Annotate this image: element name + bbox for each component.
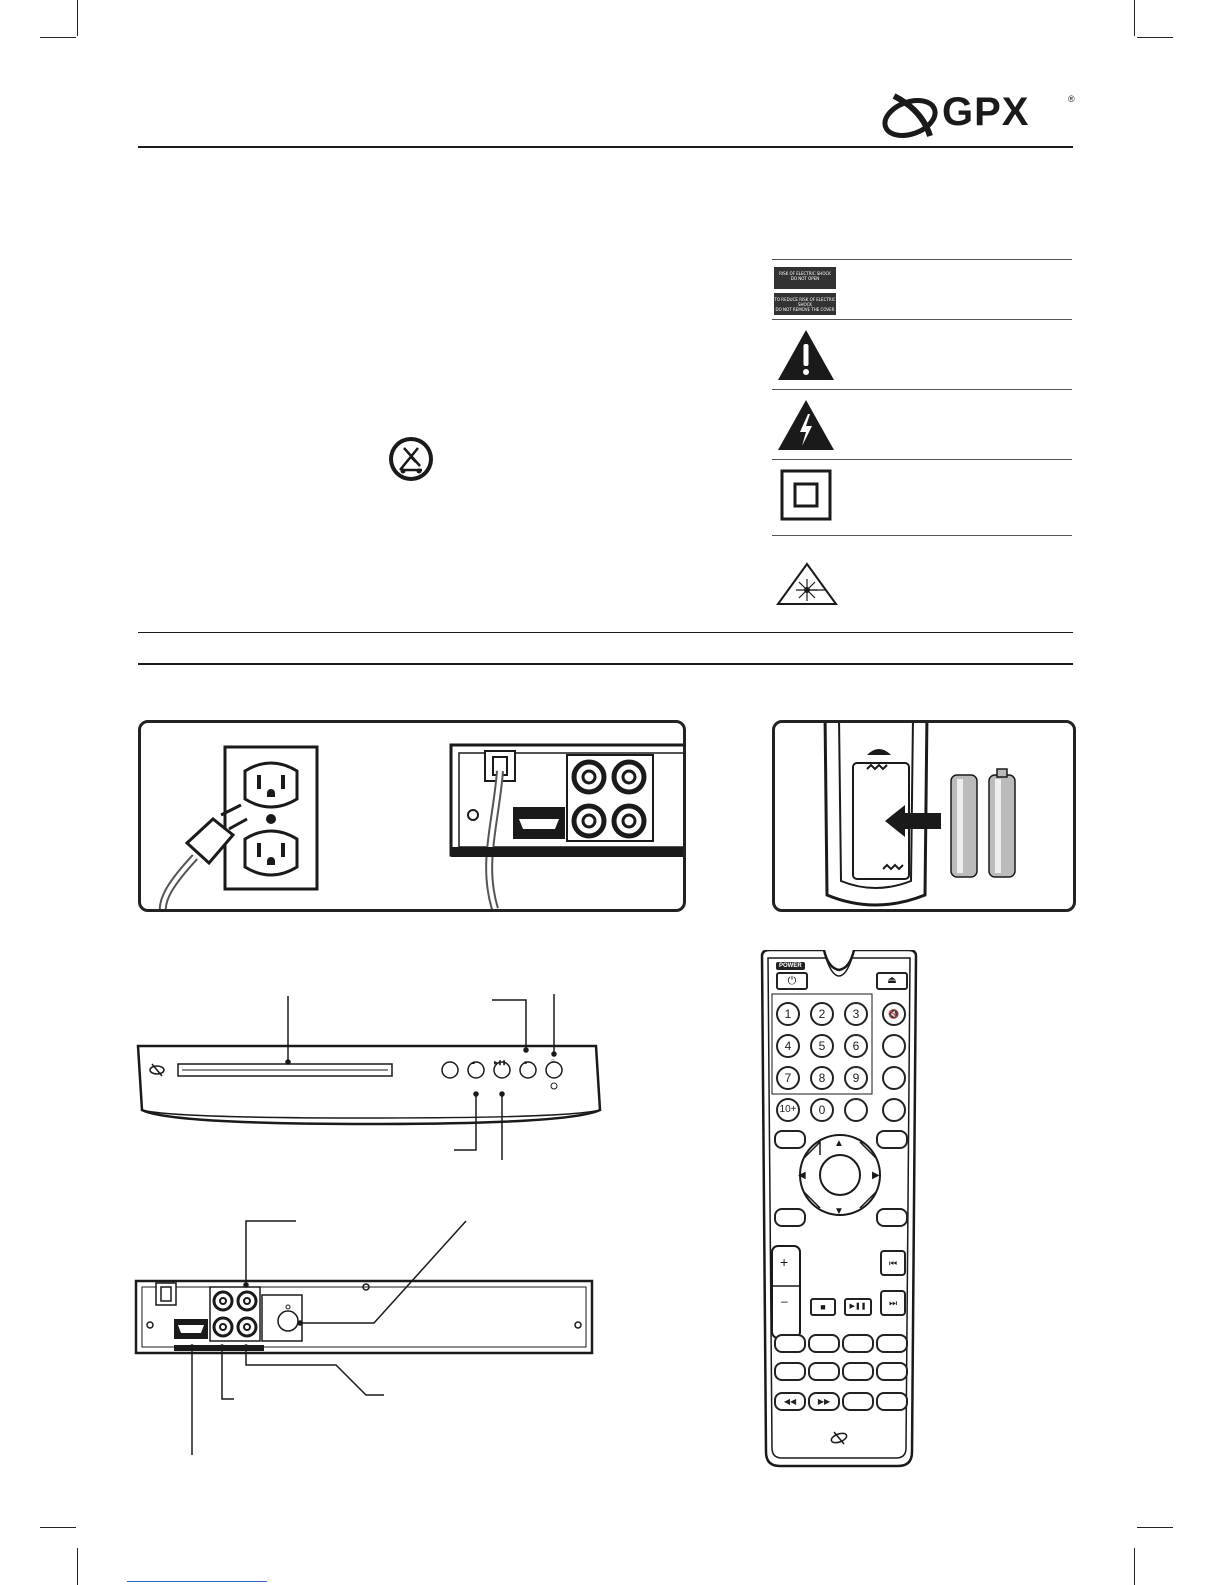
key-8[interactable]: 8 (810, 1066, 834, 1090)
nav-enter-button[interactable] (820, 1155, 860, 1195)
key-0[interactable]: 0 (810, 1098, 834, 1122)
volume-down-button[interactable]: – (781, 1294, 788, 1308)
key-1[interactable]: 1 (776, 1002, 800, 1026)
symbol-row-warning-label (772, 259, 1072, 320)
crop-mark (77, 1548, 78, 1585)
symbol-row-double-insulation (772, 459, 1072, 536)
exclamation-triangle-icon (776, 328, 836, 382)
battery-icon (989, 769, 1015, 877)
rear-panel-figure (130, 1215, 610, 1460)
symbol-row-laser (772, 535, 1072, 631)
remote-function-button[interactable] (842, 1334, 874, 1353)
section-rule (138, 663, 1073, 665)
fast-forward-button[interactable]: ▶▶ (808, 1392, 840, 1411)
remote-function-button[interactable] (842, 1362, 874, 1381)
front-panel-illustration (130, 990, 610, 1160)
warning-label-line4: DO NOT REMOVE THE COVER (775, 307, 835, 312)
header-rule (138, 146, 1073, 148)
remote-function-button[interactable] (808, 1334, 840, 1353)
registered-mark: ® (1068, 94, 1075, 104)
front-power-label: ○ (551, 1058, 555, 1064)
remote-function-button[interactable] (876, 1208, 908, 1227)
mute-button[interactable] (882, 1002, 906, 1026)
stop-button[interactable]: ■ (810, 1298, 836, 1316)
battery-installation-figure (772, 720, 1076, 912)
power-connection-illustration (141, 723, 683, 909)
key-2[interactable]: 2 (810, 1002, 834, 1026)
nav-right-button[interactable]: ▶ (872, 1170, 880, 1181)
footer-link-underline[interactable] (127, 1581, 267, 1582)
cart-warning-icon (388, 436, 434, 482)
warning-label-line1: RISK OF ELECTRIC SHOCK (779, 271, 831, 276)
remote-function-button[interactable] (876, 1334, 908, 1353)
outlet-socket-icon (245, 831, 297, 875)
remote-control (758, 950, 920, 1472)
symbol-row-lightning (772, 389, 1072, 460)
play-pause-button[interactable]: ▶❚❚ (844, 1298, 872, 1316)
battery-icon (951, 775, 977, 877)
key-9[interactable]: 9 (844, 1066, 868, 1090)
remote-function-button[interactable] (808, 1362, 840, 1381)
key-3[interactable]: 3 (844, 1002, 868, 1026)
warning-label-icon (774, 267, 836, 315)
remote-function-button[interactable] (774, 1362, 806, 1381)
power-label: POWER (776, 962, 805, 970)
eject-button[interactable]: ⏏ (876, 972, 908, 990)
lightning-triangle-icon (776, 398, 836, 452)
nav-up-button[interactable]: ▲ (834, 1138, 844, 1149)
remote-function-button[interactable] (842, 1392, 874, 1411)
key-6[interactable]: 6 (844, 1034, 868, 1058)
nav-down-button[interactable]: ▼ (834, 1206, 844, 1217)
rear-panel-illustration (130, 1215, 610, 1460)
front-eject-label: ▲ (471, 1060, 476, 1066)
power-connection-figure (138, 720, 686, 912)
gpx-logo (880, 88, 1080, 140)
gpx-swirl-icon (880, 90, 942, 140)
front-stop-label: ■ (524, 1060, 528, 1066)
next-button[interactable]: ⏭ (880, 1290, 906, 1316)
crop-mark (1134, 1548, 1135, 1585)
remote-function-button[interactable] (882, 1066, 906, 1090)
remote-function-button[interactable] (882, 1098, 906, 1122)
crop-mark (77, 0, 78, 36)
mute-icon: 🔇 (888, 1009, 900, 1019)
front-panel-figure (130, 990, 610, 1160)
warning-label-line2: DO NOT OPEN (790, 276, 820, 281)
power-button[interactable]: ⏻ (776, 972, 808, 990)
hdmi-port-icon (513, 807, 565, 839)
volume-up-button[interactable]: + (780, 1254, 789, 1270)
crop-mark (1137, 1527, 1173, 1528)
rewind-button[interactable]: ◀◀ (774, 1392, 806, 1411)
laser-radiation-icon (776, 562, 838, 606)
crop-mark (40, 37, 76, 38)
key-4[interactable]: 4 (776, 1034, 800, 1058)
crop-mark (40, 1527, 76, 1528)
crop-mark (1134, 0, 1135, 36)
front-play-pause-label: ▶❚❚ (494, 1060, 507, 1066)
remote-function-button[interactable] (882, 1034, 906, 1058)
key-10-plus[interactable]: 10+ (776, 1098, 800, 1122)
previous-button[interactable]: ⏮ (880, 1250, 906, 1276)
remote-function-button[interactable] (876, 1392, 908, 1411)
symbol-row-exclamation (772, 319, 1072, 390)
remote-function-button[interactable] (774, 1334, 806, 1353)
nav-left-button[interactable]: ◀ (798, 1170, 806, 1181)
outlet-socket-icon (245, 763, 297, 807)
battery-installation-illustration (775, 723, 1073, 909)
remote-function-button[interactable] (876, 1362, 908, 1381)
remote-function-button[interactable] (774, 1208, 806, 1227)
section-rule (138, 632, 1073, 633)
key-7[interactable]: 7 (776, 1066, 800, 1090)
remote-function-button[interactable] (774, 1130, 806, 1149)
brand-name: GPX (942, 90, 1030, 134)
hdmi-port-icon (174, 1319, 208, 1339)
crop-mark (1137, 37, 1173, 38)
remote-function-button[interactable] (876, 1130, 908, 1149)
remote-function-button[interactable] (844, 1098, 868, 1122)
key-5[interactable]: 5 (810, 1034, 834, 1058)
warning-label-line3: TO REDUCE RISK OF ELECTRIC SHOCK (774, 297, 836, 307)
double-insulation-icon (780, 469, 832, 521)
